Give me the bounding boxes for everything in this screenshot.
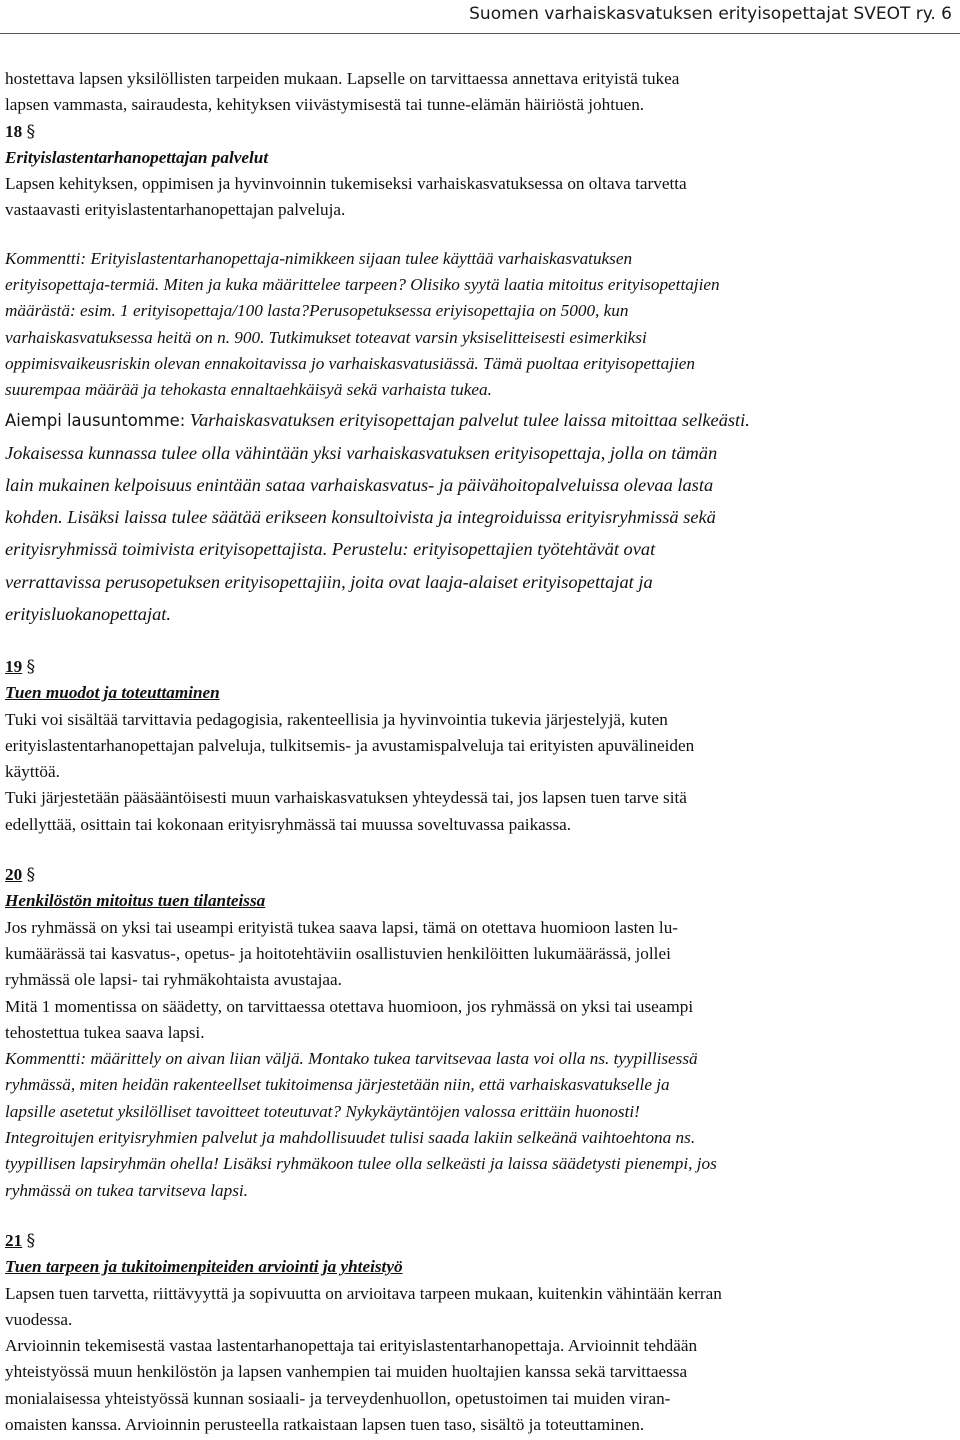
previous-statement-line: verrattavissa perusopetuksen erityisopettajiin, joita ovat laaja-alaiset erityisopettajat ja bbox=[5, 571, 653, 592]
header-title: Suomen varhaiskasvatuksen erityisopettajat SVEOT ry. 6 bbox=[469, 4, 952, 24]
document-body bbox=[5, 66, 955, 1438]
spacer bbox=[5, 224, 955, 246]
section-19-line: Tuki voi sisältää tarvittavia pedagogisia, rakenteellisia ja hyvinvointia tukevia järjestelyjä, kuten bbox=[5, 709, 668, 729]
section-18-line: Lapsen kehityksen, oppimisen ja hyvinvoinnin tukemiseksi varhaiskasvatuksessa on oltava tarvetta bbox=[5, 174, 687, 194]
previous-statement-line: erityisryhmissä toimivista erityisopettajista. Perustelu: erityisopettajien työtehtävät ovat bbox=[5, 539, 656, 560]
section-number bbox=[5, 1228, 955, 1254]
previous-statement-line bbox=[5, 404, 955, 437]
comment-line: lapsille asetetut yksilölliset tavoitteet toteutuvat? Nykykäytäntöjen valossa erittäin huonosti! bbox=[5, 1101, 640, 1121]
previous-statement-text: Varhaiskasvatuksen erityisopettajan palvelut tulee laissa mitoittaa selkeästi. bbox=[189, 409, 750, 430]
intro-line: hostettava lapsen yksilöllisten tarpeiden mukaan. Lapselle on tarvittaessa annettava erityistä tukea bbox=[5, 69, 680, 88]
comment-line: Kommentti: Erityislastentarhanopettaja-nimikkeen sijaan tulee käyttää varhaiskasvatuksen bbox=[5, 248, 633, 268]
section-21-title: Tuen tarpeen ja tukitoimenpiteiden arviointi ja yhteistyö bbox=[5, 1257, 403, 1277]
section-19-line: Tuki järjestetään pääsääntöisesti muun varhaiskasvatuksen yhteydessä tai, jos lapsen tuen tarve sitä bbox=[5, 788, 687, 808]
section-20-line: Mitä 1 momentissa on säädetty, on tarvittaessa otettava huomioon, jos ryhmässä on yksi tai useampi bbox=[5, 996, 694, 1016]
section-19-line: edellyttää, osittain tai kokonaan erityisryhmässä tai muussa soveltuvassa paikassa. bbox=[5, 814, 572, 834]
section-20-line: tehostettua tukea saava lapsi. bbox=[5, 1022, 205, 1042]
section-20-line: Jos ryhmässä on yksi tai useampi erityistä tukea saava lapsi, tämä on otettava huomioon lasten lu- bbox=[5, 917, 679, 937]
comment-line: erityisopettaja-termiä. Miten ja kuka määrittelee tarpeen? Olisiko syytä laatia mitoitus erityisopettajien bbox=[5, 275, 720, 295]
previous-statement-line: lain mukainen kelpoisuus enintään sataa varhaiskasvatus- ja päivähoitopalveluissa olevaa lasta bbox=[5, 474, 714, 495]
page-header bbox=[0, 0, 960, 34]
spacer bbox=[5, 630, 955, 654]
section-21-line: monialaisessa yhteistyössä kunnan sosiaali- ja terveydenhuollon, opetustoimen tai muiden viran- bbox=[5, 1388, 671, 1408]
previous-statement-line: kohden. Lisäksi laissa tulee säätää erikseen konsultoivista ja integroiduissa erityisryhmissä sekä bbox=[5, 507, 716, 528]
header-divider bbox=[0, 33, 960, 34]
section-19-line: käyttöä. bbox=[5, 762, 60, 782]
comment-line: tyypillisen lapsiryhmän ohella! Lisäksi ryhmäkoon tulee olla selkeästi ja laissa säädetysti pienempi, jos bbox=[5, 1154, 717, 1174]
comment-line: ryhmässä on tukea tarvitseva lapsi. bbox=[5, 1180, 248, 1200]
previous-statement-label: Aiempi lausuntomme: bbox=[5, 410, 186, 430]
section-21-line: Arvioinnin tekemisestä vastaa lastentarhanopettaja tai erityislastentarhanopettaja. Arvioinnit tehdään bbox=[5, 1336, 698, 1356]
section-20-line: kumäärässä tai kasvatus-, opetus- ja hoitotehtäviin osallistuvien henkilöitten lukumäärässä, jollei bbox=[5, 943, 671, 963]
section-number bbox=[5, 862, 955, 888]
previous-statement-line: Jokaisessa kunnassa tulee olla vähintään yksi varhaiskasvatuksen erityisopettaja, jolla on tämän bbox=[5, 442, 718, 463]
section-21-line: vuodessa. bbox=[5, 1309, 73, 1329]
previous-statement bbox=[5, 404, 955, 630]
section-21-number: 21 bbox=[5, 1230, 23, 1250]
comment-line: ryhmässä, miten heidän rakenteellset tukitoimensa järjestetään niin, että varhaiskasvatukselle ja bbox=[5, 1075, 670, 1095]
section-19-number: 19 bbox=[5, 656, 23, 676]
section-21-line: Lapsen tuen tarvetta, riittävyyttä ja sopivuutta on arvioitava tarpeen mukaan, kuitenkin vähintään kerran bbox=[5, 1283, 722, 1303]
section-18-line: vastaavasti erityislastentarhanopettajan palveluja. bbox=[5, 200, 346, 220]
spacer bbox=[5, 1204, 955, 1228]
section-sign: § bbox=[26, 865, 36, 886]
comment-line: Kommentti: määrittely on aivan liian väljä. Montako tukea tarvitsevaa lasta voi olla ns. tyypillisessä bbox=[5, 1049, 698, 1069]
intro-line: lapsen vammasta, sairaudesta, kehityksen viivästymisestä tai tunne-elämän häiriöstä johtuen. bbox=[5, 95, 645, 115]
section-19-line: erityislastentarhanopettajan palveluja, tulkitsemis- ja avustamispalveluja tai erityisten apuvälineiden bbox=[5, 735, 695, 755]
section-20-number: 20 bbox=[5, 865, 23, 885]
comment-line: määrästä: esim. 1 erityisopettaja/100 lasta?Perusopetuksessa eriyisopettajia on 5000, kun bbox=[5, 301, 629, 321]
comment-line: Integroitujen erityisryhmien palvelut ja mahdollisuudet tulisi saada lakiin selkeänä vaihtoehtona ns. bbox=[5, 1128, 696, 1148]
section-sign: § bbox=[26, 656, 36, 677]
section-20-line: ryhmässä ole lapsi- tai ryhmäkohtaista avustajaa. bbox=[5, 970, 342, 990]
comment-line: suurempaa määrää ja tehokasta ennaltaehkäisyä sekä varhaista tukea. bbox=[5, 380, 492, 400]
section-number bbox=[5, 654, 955, 680]
section-19-title: Tuen muodot ja toteuttaminen bbox=[5, 683, 220, 703]
section-21-line: omaisten kanssa. Arvioinnin perusteella ratkaistaan lapsen tuen taso, sisältö ja toteuttaminen. bbox=[5, 1415, 645, 1434]
previous-statement-line: erityisluokanopettajat. bbox=[5, 603, 172, 624]
comment-line: varhaiskasvatuksessa heitä on n. 900. Tutkimukset toteavat varsin yksiselitteisesti esimerkiksi bbox=[5, 327, 647, 347]
section-21-line: yhteistyössä muun henkilöstön ja lapsen vanhempien tai muiden huoltajien kanssa sekä tarvittaessa bbox=[5, 1362, 688, 1382]
spacer bbox=[5, 838, 955, 862]
section-number bbox=[5, 119, 955, 145]
section-18-title: Erityislastentarhanopettajan palvelut bbox=[5, 147, 269, 167]
section-sign: § bbox=[26, 121, 36, 142]
comment-line: oppimisvaikeusriskin olevan ennakoitavissa jo varhaiskasvatusiässä. Tämä puoltaa erityisopettajien bbox=[5, 353, 695, 373]
section-20-title: Henkilöstön mitoitus tuen tilanteissa bbox=[5, 891, 266, 911]
section-sign: § bbox=[26, 1230, 36, 1251]
section-18-number: 18 bbox=[5, 121, 23, 141]
